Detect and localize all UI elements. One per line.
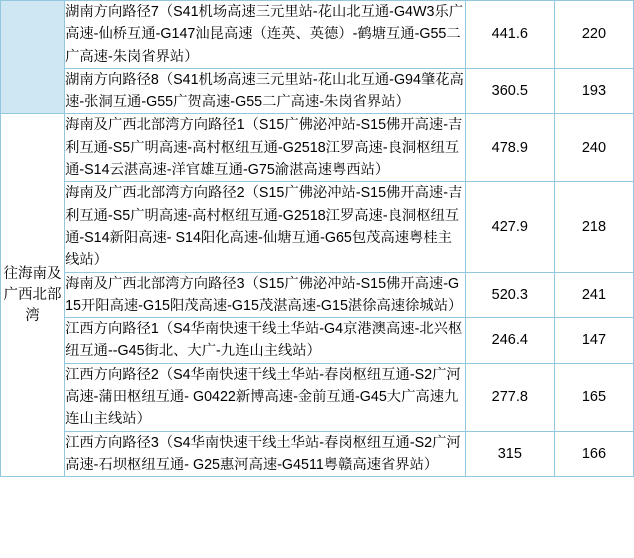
table-row bbox=[1, 1, 634, 69]
route-description: 湖南方向路径8（S41机场高速三元里站-花山北互通-G94肇花高速-张洞互通-G55广贺高速-G55二广高速-朱岗省界站） bbox=[65, 68, 466, 114]
route-distance: 478.9 bbox=[465, 114, 554, 182]
route-distance: 360.5 bbox=[465, 68, 554, 114]
route-description: 海南及广西北部湾方向路径1（S15广佛泌冲站-S15佛开高速-吉利互通-S5广明高速-高村枢纽互通-G2518江罗高速-良洞枢纽互通-S14云湛高速-洋官雄互通-G75渝湛高速粤西站） bbox=[65, 114, 466, 182]
table-row bbox=[1, 318, 634, 364]
route-description: 湖南方向路径7（S41机场高速三元里站-花山北互通-G4W3乐广高速-仙桥互通-G147汕昆高速（连英、英德）-鹤塘互通-G55二广高速-朱岗省界站） bbox=[65, 1, 466, 69]
route-toll: 147 bbox=[554, 318, 633, 364]
route-distance: 315 bbox=[465, 431, 554, 477]
group-label-cell: 往海南及广西北部湾 bbox=[1, 114, 65, 477]
route-distance: 520.3 bbox=[465, 272, 554, 318]
route-description: 海南及广西北部湾方向路径2（S15广佛泌冲站-S15佛开高速-吉利互通-S5广明高速-高村枢纽互通-G2518江罗高速-良洞枢纽互通-S14新阳高速- S14阳化高速-仙塘互通-G65包茂高速粤桂主线站） bbox=[65, 182, 466, 272]
table-row bbox=[1, 182, 634, 272]
table-row bbox=[1, 363, 634, 431]
route-toll: 218 bbox=[554, 182, 633, 272]
route-distance: 441.6 bbox=[465, 1, 554, 69]
table-row bbox=[1, 114, 634, 182]
route-distance: 277.8 bbox=[465, 363, 554, 431]
group-label-cell bbox=[1, 1, 65, 114]
route-toll: 220 bbox=[554, 1, 633, 69]
route-description: 江西方向路径2（S4华南快速干线土华站-春岗枢纽互通-S2广河高速-蒲田枢纽互通- G0422新博高速-金前互通-G45大广高速九连山主线站） bbox=[65, 363, 466, 431]
route-description: 江西方向路径1（S4华南快速干线土华站-G4京港澳高速-北兴枢纽互通--G45街北、大广-九连山主线站） bbox=[65, 318, 466, 364]
table-row bbox=[1, 272, 634, 318]
route-toll: 241 bbox=[554, 272, 633, 318]
table-row bbox=[1, 68, 634, 114]
table-row bbox=[1, 431, 634, 477]
route-description: 江西方向路径3（S4华南快速干线土华站-春岗枢纽互通-S2广河高速-石坝枢纽互通- G25惠河高速-G4511粤赣高速省界站） bbox=[65, 431, 466, 477]
route-toll: 193 bbox=[554, 68, 633, 114]
route-description: 海南及广西北部湾方向路径3（S15广佛泌冲站-S15佛开高速-G15开阳高速-G15阳茂高速-G15茂湛高速-G15湛徐高速徐城站） bbox=[65, 272, 466, 318]
route-distance: 427.9 bbox=[465, 182, 554, 272]
route-toll: 165 bbox=[554, 363, 633, 431]
route-toll: 166 bbox=[554, 431, 633, 477]
route-toll: 240 bbox=[554, 114, 633, 182]
route-distance: 246.4 bbox=[465, 318, 554, 364]
